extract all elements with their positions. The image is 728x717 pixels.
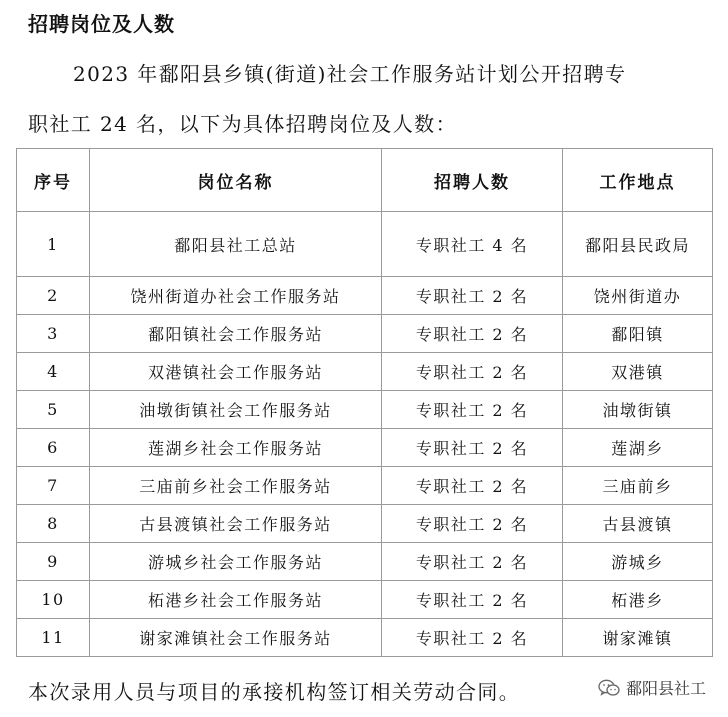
row-number-cell: 10 [17,581,90,619]
row-number-cell: 4 [17,353,90,391]
row-number-cell: 9 [17,543,90,581]
intro-paragraph-line-1: 2023 年鄱阳县乡镇(街道)社会工作服务站计划公开招聘专 [73,62,627,86]
recruit-count-cell: 专职社工 4 名 [382,212,563,277]
recruit-count-cell: 专职社工 2 名 [382,353,563,391]
post-name-cell: 油墩街镇社会工作服务站 [90,391,382,429]
row-number-cell: 11 [17,619,90,657]
table-row [17,543,713,581]
post-name-cell: 柘港乡社会工作服务站 [90,581,382,619]
row-number-cell: 5 [17,391,90,429]
work-place-cell: 古县渡镇 [563,505,713,543]
table-row [17,277,713,315]
table-row [17,505,713,543]
recruit-count-cell: 专职社工 2 名 [382,315,563,353]
post-name-cell: 三庙前乡社会工作服务站 [90,467,382,505]
footer-paragraph: 本次录用人员与项目的承接机构签订相关劳动合同。 [28,680,521,704]
header-place: 工作地点 [563,149,713,212]
table-row [17,315,713,353]
table-row [17,391,713,429]
work-place-cell: 三庙前乡 [563,467,713,505]
post-name-cell: 饶州街道办社会工作服务站 [90,277,382,315]
intro-paragraph-line-2: 职社工 24 名，以下为具体招聘岗位及人数： [28,112,457,136]
recruit-count-cell: 专职社工 2 名 [382,429,563,467]
recruit-count-cell: 专职社工 2 名 [382,277,563,315]
watermark-text: 鄱阳县社工 [625,679,706,698]
recruit-count-cell: 专职社工 2 名 [382,619,563,657]
row-number-cell: 8 [17,505,90,543]
table-row [17,619,713,657]
row-number-cell: 3 [17,315,90,353]
table-body [17,212,713,657]
work-place-cell: 柘港乡 [563,581,713,619]
work-place-cell: 游城乡 [563,543,713,581]
table-row [17,467,713,505]
watermark [598,676,706,699]
table-row [17,581,713,619]
table-row [17,429,713,467]
row-number-cell: 2 [17,277,90,315]
work-place-cell: 谢家滩镇 [563,619,713,657]
section-heading: 招聘岗位及人数 [28,12,175,36]
work-place-cell: 鄱阳县民政局 [563,212,713,277]
header-count: 招聘人数 [382,149,563,212]
row-number-cell: 6 [17,429,90,467]
post-name-cell: 鄱阳镇社会工作服务站 [90,315,382,353]
recruit-count-cell: 专职社工 2 名 [382,391,563,429]
header-post: 岗位名称 [90,149,382,212]
post-name-cell: 莲湖乡社会工作服务站 [90,429,382,467]
work-place-cell: 饶州街道办 [563,277,713,315]
work-place-cell: 油墩街镇 [563,391,713,429]
table-header-row [17,149,713,212]
work-place-cell: 双港镇 [563,353,713,391]
recruit-count-cell: 专职社工 2 名 [382,581,563,619]
table-row [17,212,713,277]
recruitment-table [16,148,713,657]
recruit-count-cell: 专职社工 2 名 [382,543,563,581]
post-name-cell: 游城乡社会工作服务站 [90,543,382,581]
work-place-cell: 鄱阳镇 [563,315,713,353]
work-place-cell: 莲湖乡 [563,429,713,467]
post-name-cell: 古县渡镇社会工作服务站 [90,505,382,543]
row-number-cell: 1 [17,212,90,277]
table-row [17,353,713,391]
header-no: 序号 [17,149,90,212]
wechat-icon [598,679,620,697]
recruit-count-cell: 专职社工 2 名 [382,505,563,543]
post-name-cell: 双港镇社会工作服务站 [90,353,382,391]
post-name-cell: 鄱阳县社工总站 [90,212,382,277]
row-number-cell: 7 [17,467,90,505]
post-name-cell: 谢家滩镇社会工作服务站 [90,619,382,657]
recruit-count-cell: 专职社工 2 名 [382,467,563,505]
